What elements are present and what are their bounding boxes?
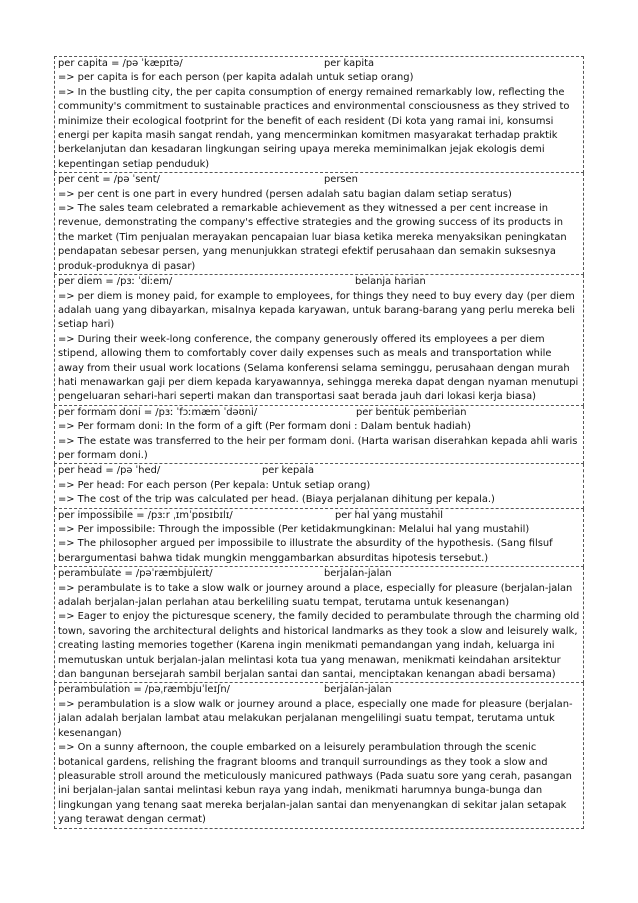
- entry-per-diem: [54, 275, 584, 406]
- entry-meaning: persen: [324, 174, 358, 186]
- entry-per-head: [54, 464, 584, 508]
- entry-meaning: per kapita: [324, 58, 375, 69]
- entry-header: [58, 275, 580, 289]
- entry-meaning: per bentuk pemberian: [356, 406, 467, 418]
- entry-term: per capita = /pə ˈkæpɪtə/: [58, 58, 183, 69]
- entry-per-formam-doni: [54, 406, 584, 465]
- entry-term: per head = /pə ˈhed/: [58, 465, 161, 477]
- example-line: => During their week-long conference, the company generously offered its employees a per diem stipend, allowing them to comfortably cover daily expenses such as meals and transportation while away from their usual work locations (Selama konferensi selama seminggu, perusahaan dengan murah hati menawarkan gaji per diem kepada karyawannya, sehingga mereka dapat dengan nyaman menutupi pengeluaran sehari-hari seperti makan dan transportasi saat berada jauh dari lokasi kerja biasa): [58, 333, 579, 403]
- entry-meaning: belanja harian: [355, 276, 426, 288]
- example-line: => The estate was transferred to the heir per formam doni. (Harta warisan diserahkan kepada ahli waris per formam doni.): [58, 435, 578, 461]
- entry-term: per impossibile = /pɜːr ˌɪmˈpɒsɪbɪlɪ/: [58, 509, 233, 521]
- definition-line: => per diem is money paid, for example to employees, for things they need to buy every day (per diem adalah uang yang dibayarkan, misalnya kepada karyawan, untuk barang-barang yang perlu mereka beli setiap hari): [58, 290, 575, 331]
- entry-term: per diem = /pɜː ˈdiːem/: [58, 276, 173, 288]
- example-line: => On a sunny afternoon, the couple embarked on a leisurely perambulation through the scenic botanical gardens, relishing the fragrant blooms and tranquil surroundings as they took a slow and pleasurable stroll around the meticulously manicured pathways (Pada suatu sore yang cerah, pasangan ini berjalan-jalan santai melintasi kebun raya yang indah, menikmati harumnya bunga-bunga dan lingkungan yang tenang saat mereka berjalan-jalan santai dan menyenangkan di sekitar jalan setapak yang terawat dengan cermat): [58, 742, 572, 826]
- example-line: => The philosopher argued per impossibile to illustrate the absurdity of the hypothesis. (Sang filsuf berargumentasi bahwa tidak mungkin menggambarkan absurditas hipotesis tersebut.): [58, 538, 553, 564]
- definition-line: => Per formam doni: In the form of a gift (Per formam doni : Dalam bentuk hadiah): [58, 421, 471, 433]
- entry-header: [58, 464, 580, 478]
- example-line: => The cost of the trip was calculated per head. (Biaya perjalanan dihitung per kepala.): [58, 494, 495, 506]
- entry-per-impossibile: [54, 509, 584, 568]
- definition-line: => perambulate is to take a slow walk or journey around a place, especially for pleasure (berjalan-jalan adalah berjalan-jalan perlahan atau berkeliling suatu tempat, terutama untuk kesenangan): [58, 582, 573, 609]
- entry-header: [58, 406, 580, 420]
- entry-per-cent: [54, 173, 584, 275]
- entry-term: per formam doni = /pɜː ˈfɔːmæm ˈdəʊni/: [58, 406, 258, 418]
- example-line: => The sales team celebrated a remarkable achievement as they witnessed a per cent increase in revenue, demonstrating the company's effective strategies and the growing success of its products in the market (Tim penjualan merayakan pencapaian luar biasa ketika mereka menyaksikan peningkatan pendapatan sebesar persen, yang menunjukkan strategi efektif perusahaan dan semakin suksesnya produk-produknya di pasar): [58, 203, 567, 272]
- entry-perambulation: [54, 683, 584, 828]
- definition-line: => perambulation is a slow walk or journey around a place, especially one made for pleasure (berjalan-jalan adalah berjalan lambat atau melakukan perjalanan mengelilingi suatu tempat, terutama untuk kesenangan): [58, 698, 573, 739]
- entry-meaning: per kepala: [262, 465, 315, 477]
- entry-meaning: per hal yang mustahil: [335, 509, 443, 521]
- definition-line: => Per head: For each person (Per kepala: Untuk setiap orang): [58, 479, 371, 491]
- definition-line: => per capita is for each person (per kapita adalah untuk setiap orang): [58, 72, 414, 84]
- definition-line: => per cent is one part in every hundred (persen adalah satu bagian dalam setiap seratus): [58, 188, 512, 200]
- entry-per-capita: [54, 56, 584, 173]
- entry-header: [58, 173, 580, 187]
- entry-term: per cent = /pə ˈsent/: [58, 174, 160, 186]
- vocabulary-list: [54, 56, 584, 829]
- entry-meaning: berjalan-jalan: [324, 684, 392, 696]
- entry-term: perambulate = /pəˈræmbjuleɪt/: [58, 568, 213, 580]
- example-line: => In the bustling city, the per capita consumption of energy remained remarkably low, reflecting the community's commitment to sustainable practices and environmental consciousness as they strived to minimize their ecological footprint for the benefit of each resident (Di kota yang ramai ini, konsumsi energi per kapita masih sangat rendah, yang mencerminkan komitmen masyarakat terhadap praktik berkelanjutan dan kesadaran lingkungan seiring upaya mereka meminimalkan jejak ekologis demi kepentingan setiap penduduk): [58, 86, 570, 170]
- entry-header: [58, 57, 580, 71]
- entry-header: [58, 567, 580, 581]
- entry-perambulate: [54, 567, 584, 683]
- definition-line: => Per impossibile: Through the impossible (Per ketidakmungkinan: Melalui hal yang mustahil): [58, 524, 530, 535]
- example-line: => Eager to enjoy the picturesque scenery, the family decided to perambulate through the charming old town, savoring the architectural delights and historical landmarks as they took a slow and leisurely walk, creating lasting memories together (Karena ingin menikmati pemandangan yang indah, keluarga ini memutuskan untuk berjalan-jalan melintasi kota tua yang menawan, menikmati keindahan arsitektur dan bangunan bersejarah sambil berjalan santai dan santai, menciptakan kenangan abadi bersama): [58, 611, 580, 681]
- entry-meaning: berjalan-jalan: [324, 568, 392, 580]
- entry-term: perambulation = /pəˌræmbjuˈleɪʃn/: [58, 684, 231, 696]
- entry-header: [58, 509, 580, 523]
- entry-header: [58, 683, 580, 697]
